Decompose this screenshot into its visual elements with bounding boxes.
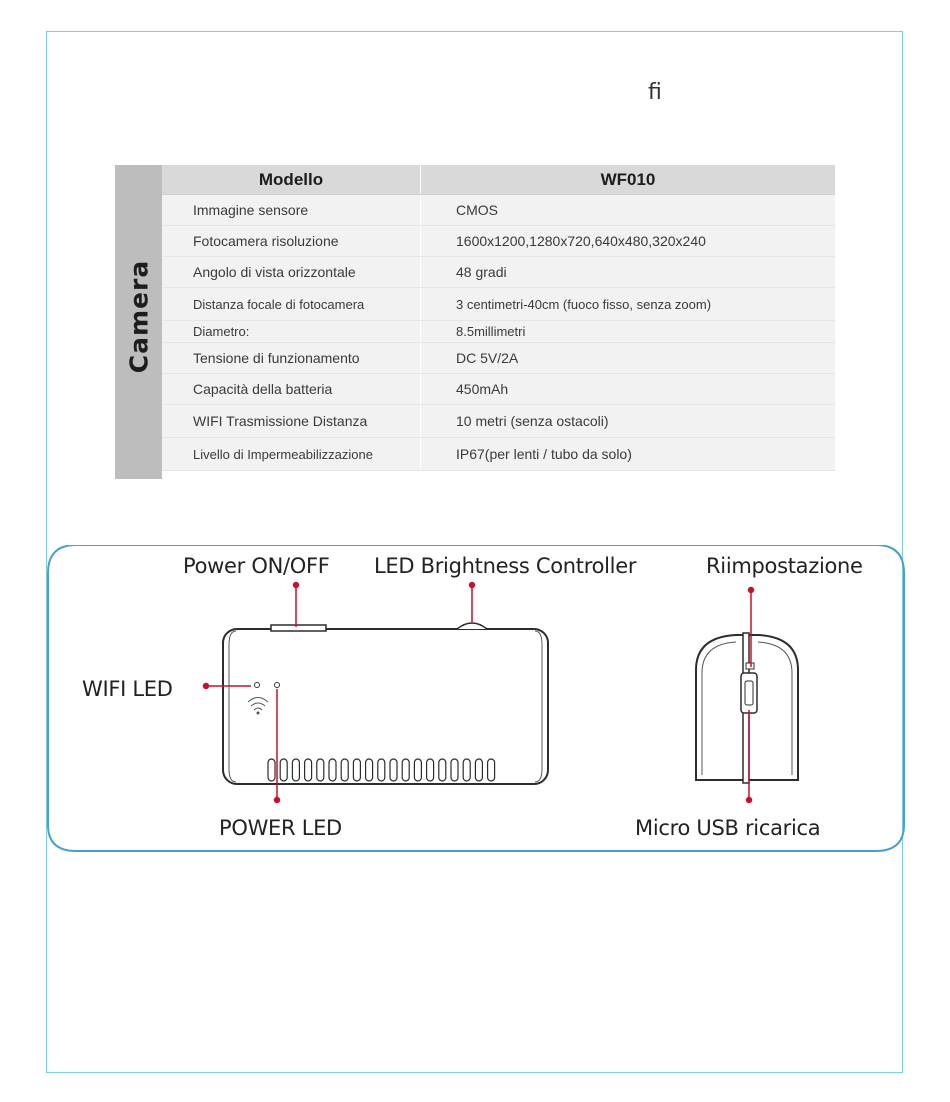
- spec-row: [162, 288, 835, 321]
- spec-key: Capacità della batteria: [162, 374, 421, 404]
- spec-row: [162, 405, 835, 438]
- label-wifi-led: WIFI LED: [82, 677, 173, 701]
- spec-side-label: Camera: [124, 259, 154, 374]
- vent-slot: [439, 759, 446, 781]
- vent-slot: [463, 759, 470, 781]
- spec-value: IP67(per lenti / tubo da solo): [456, 446, 632, 462]
- spec-value: 8.5millimetri: [456, 324, 526, 339]
- spec-key: Fotocamera risoluzione: [162, 226, 421, 256]
- vent-slot: [390, 759, 397, 781]
- vent-slot: [341, 759, 348, 781]
- label-power-switch: Power ON/OFF: [183, 554, 330, 578]
- spec-key: Immagine sensore: [162, 195, 421, 225]
- vent-slot: [427, 759, 434, 781]
- spec-row: [162, 321, 835, 343]
- spec-key: Tensione di funzionamento: [162, 343, 421, 373]
- vent-slot: [414, 759, 421, 781]
- vent-slot: [402, 759, 409, 781]
- label-power-led: POWER LED: [219, 816, 342, 840]
- spec-rows: [162, 165, 835, 471]
- label-micro-usb: Micro USB ricarica: [635, 816, 821, 840]
- vent-slot: [317, 759, 324, 781]
- vent-slot: [292, 759, 299, 781]
- label-led-brightness: LED Brightness Controller: [374, 554, 637, 578]
- label-reset: Riimpostazione: [706, 554, 863, 578]
- spec-header-key: Modello: [162, 165, 421, 194]
- spec-value: 48 gradi: [456, 264, 507, 280]
- spec-side-band: [115, 165, 162, 479]
- vent-slot: [353, 759, 360, 781]
- camera-body-side: [696, 633, 798, 783]
- spec-key: WIFI Trasmissione Distanza: [162, 405, 421, 437]
- spec-row: [162, 438, 835, 471]
- vent-slot: [488, 759, 495, 781]
- camera-body-front: [223, 623, 548, 784]
- spec-row: [162, 195, 835, 226]
- spec-value: 10 metri (senza ostacoli): [456, 413, 609, 429]
- vent-slot: [451, 759, 458, 781]
- spec-value: 450mAh: [456, 381, 509, 397]
- spec-value: CMOS: [456, 202, 498, 218]
- header-glyph: ﬁ: [648, 80, 662, 105]
- spec-key: Distanza focale di fotocamera: [162, 288, 421, 320]
- spec-header-value: WF010: [600, 169, 656, 189]
- spec-value: 1600x1200,1280x720,640x480,320x240: [456, 233, 706, 249]
- spec-row: [162, 257, 835, 288]
- device-diagram: [46, 545, 906, 852]
- spec-key: Angolo di vista orizzontale: [162, 257, 421, 287]
- spec-value: 3 centimetri-40cm (fuoco fisso, senza zoom): [456, 296, 712, 312]
- vent-slot: [268, 759, 275, 781]
- spec-table: [115, 165, 835, 479]
- spec-key: Livello di Impermeabilizzazione: [162, 438, 421, 470]
- vent-slot: [280, 759, 287, 781]
- vent-slot: [378, 759, 385, 781]
- spec-row: [162, 343, 835, 374]
- spec-key: Diametro:: [162, 321, 421, 342]
- device-diagram-svg: [46, 545, 906, 852]
- vent-slot: [366, 759, 373, 781]
- vent-slot: [329, 759, 336, 781]
- vent-slot: [475, 759, 482, 781]
- spec-row: [162, 226, 835, 257]
- spec-row: [162, 374, 835, 405]
- spec-value: DC 5V/2A: [456, 350, 519, 366]
- vent-slot: [305, 759, 312, 781]
- spec-header-row: [162, 165, 835, 195]
